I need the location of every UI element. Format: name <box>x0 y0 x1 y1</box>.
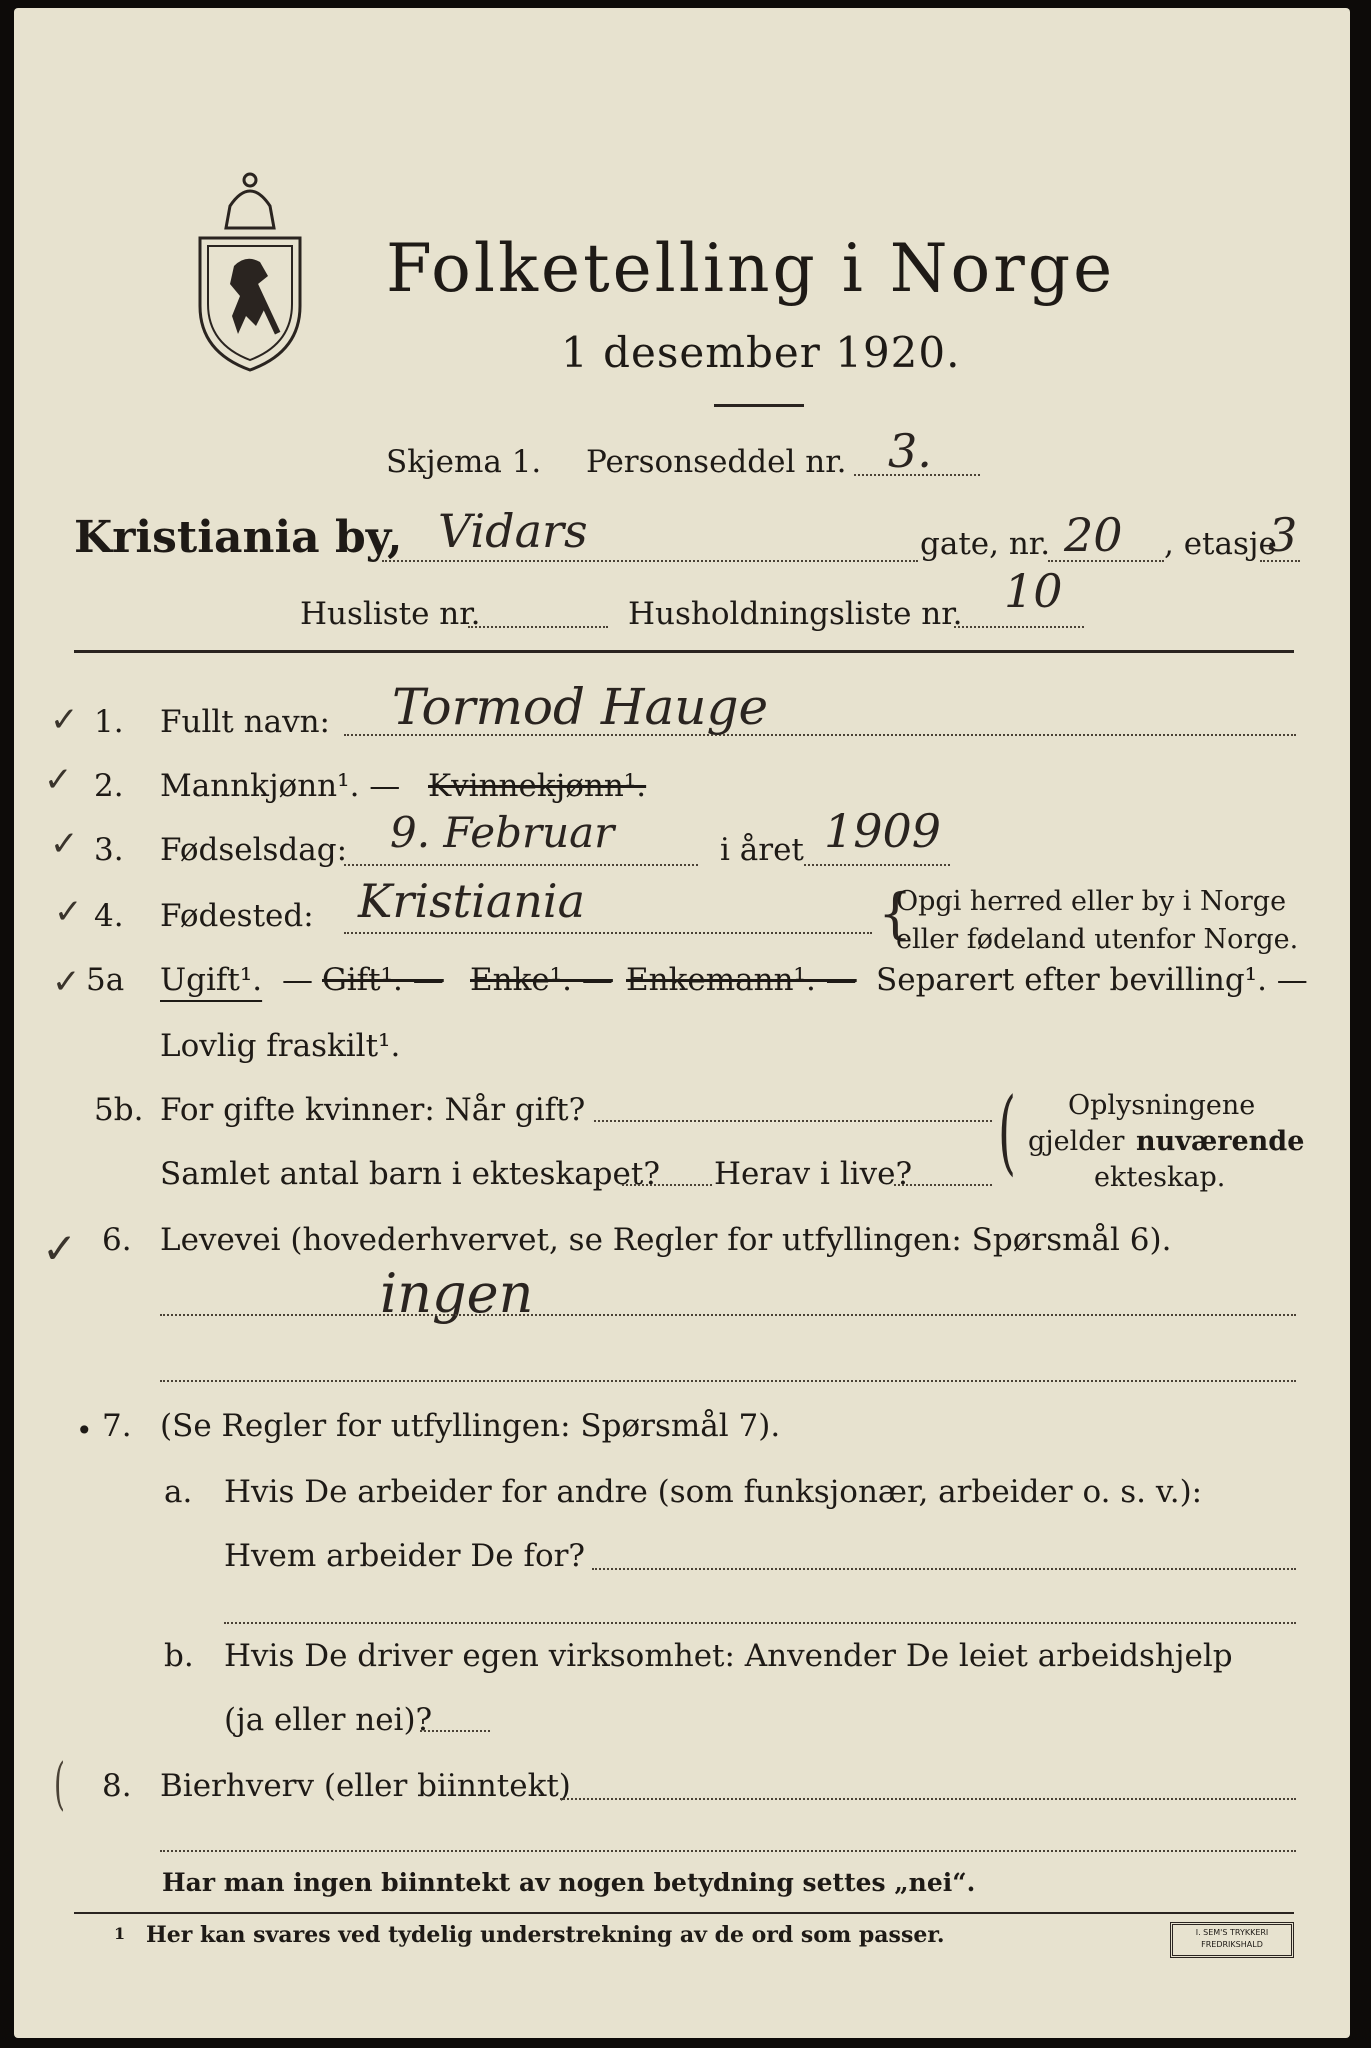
q5b-brace: ( <box>998 1078 1016 1185</box>
checkmark-2: ✓ <box>44 760 73 800</box>
q7a-line-2 <box>224 1622 1296 1624</box>
q5a-separert: Separert efter bevilling¹. — <box>876 962 1308 998</box>
footnote-text: Her kan svares ved tydelig understrekning av de ord som passer. <box>146 1922 945 1948</box>
q4-line <box>344 932 872 934</box>
q5b-note-1: Oplysningene <box>1068 1090 1256 1121</box>
checkmark-5a: ✓ <box>52 962 81 1002</box>
q7b-question: (ja eller nei)? <box>224 1702 433 1738</box>
q3-value: 9. Februar <box>390 808 615 857</box>
husliste-label: Husliste nr. <box>300 596 481 632</box>
q2-number: 2. <box>94 768 124 804</box>
q1-number: 1. <box>94 704 124 740</box>
q5a-dash: — <box>282 962 313 998</box>
q5a-number: 5a <box>86 962 125 998</box>
q8-label: Bierhverv (eller biinntekt) <box>160 1768 571 1804</box>
q5b-note-2b: nuværende <box>1136 1126 1305 1157</box>
q7b-text: Hvis De driver egen virksomhet: Anvender De leiet arbeidshjelp <box>224 1638 1233 1674</box>
q6-line-2 <box>160 1380 1296 1382</box>
stamp-line-2: FREDRIKSHALD <box>1201 1940 1263 1949</box>
husliste-line <box>468 626 608 628</box>
etasje-label: , etasje <box>1164 526 1277 562</box>
q8-number: 8. <box>102 1768 132 1804</box>
q5b-barn: Samlet antal barn i ekteskapet? <box>160 1156 660 1192</box>
q5a-gift: Gift¹. — <box>322 962 444 998</box>
etasje-value: 3 <box>1268 508 1298 562</box>
q5b-gift-line <box>594 1120 992 1122</box>
checkmark-6: ✓ <box>42 1224 78 1273</box>
checkmark-1: ✓ <box>50 700 79 740</box>
q4-note-2: eller fødeland utenfor Norge. <box>896 924 1299 955</box>
husholdning-label: Husholdningsliste nr. <box>628 596 963 632</box>
q5b-note-3: ekteskap. <box>1094 1162 1226 1193</box>
q7a-question: Hvem arbeider De for? <box>224 1538 586 1574</box>
q5a-enkemann: Enkemann¹. — <box>626 962 857 998</box>
personseddel-value: 3. <box>888 424 932 478</box>
q2-male: Mannkjønn¹. — <box>160 768 401 804</box>
q8-note: Har man ingen biinntekt av nogen betydning settes „nei“. <box>162 1868 976 1897</box>
q3-year-value: 1909 <box>824 804 942 858</box>
q1-value: Tormod Hauge <box>392 678 769 736</box>
bullet-icon: • <box>76 1414 93 1447</box>
q5b-barn-line <box>622 1184 712 1186</box>
street-value: Vidars <box>438 504 588 558</box>
q4-brace: { <box>878 882 913 945</box>
coat-of-arms-icon <box>186 166 314 376</box>
street-line <box>382 560 918 562</box>
q5a-fraskilt: Lovlig fraskilt¹. <box>160 1028 401 1064</box>
q6-number: 6. <box>102 1222 132 1258</box>
q3-date-line <box>344 864 698 866</box>
q5b-label: For gifte kvinner: Når gift? <box>160 1092 586 1128</box>
census-form <box>14 8 1350 2038</box>
section-divider <box>74 650 1294 653</box>
q5b-ilive-line <box>894 1184 992 1186</box>
q3-number: 3. <box>94 832 124 868</box>
q3-year-line <box>804 864 950 866</box>
city-label: Kristiania by, <box>74 512 403 563</box>
q7a-line-1 <box>592 1568 1296 1570</box>
q6-line-1 <box>160 1314 1296 1316</box>
q4-value: Kristiania <box>358 874 586 928</box>
q2-female: Kvinnekjønn¹. <box>428 768 647 804</box>
q4-label: Fødested: <box>160 898 314 934</box>
q7-number: 7. <box>102 1408 132 1444</box>
gate-label: gate, nr. <box>920 526 1051 562</box>
q7b-letter: b. <box>164 1638 194 1674</box>
nr-value: 20 <box>1064 508 1123 562</box>
husholdning-line <box>954 626 1084 628</box>
q6-value: ingen <box>380 1262 534 1325</box>
q7b-line <box>420 1730 490 1732</box>
q5a-ugift: Ugift¹. <box>160 962 263 998</box>
stamp-line-1: I. SEM'S TRYKKERI <box>1195 1928 1269 1937</box>
checkmark-4: ✓ <box>54 892 83 932</box>
q1-label: Fullt navn: <box>160 704 330 740</box>
schema-label: Skjema 1. <box>386 444 542 480</box>
q7-label: (Se Regler for utfyllingen: Spørsmål 7). <box>160 1408 781 1444</box>
q5b-note-2: gjelder <box>1028 1126 1125 1157</box>
personseddel-label: Personseddel nr. <box>586 444 847 480</box>
q4-number: 4. <box>94 898 124 934</box>
q5b-ilive: Herav i live? <box>714 1156 913 1192</box>
q5b-number: 5b. <box>94 1092 144 1128</box>
q4-note-1: Opgi herred eller by i Norge <box>896 886 1287 917</box>
q7a-letter: a. <box>164 1474 193 1510</box>
footnote-divider <box>74 1912 1294 1914</box>
q6-label: Levevei (hovederhvervet, se Regler for utfyllingen: Spørsmål 6). <box>160 1222 1172 1258</box>
q3-label: Fødselsdag: <box>160 832 348 868</box>
q8-line-2 <box>160 1850 1296 1852</box>
q3-year-label: i året <box>720 832 804 868</box>
divider <box>714 404 804 407</box>
q7a-text: Hvis De arbeider for andre (som funksjonær, arbeider o. s. v.): <box>224 1474 1203 1510</box>
checkmark-3: ✓ <box>50 824 79 864</box>
q8-line-1 <box>560 1798 1296 1800</box>
q5a-enke: Enke¹. — <box>470 962 613 998</box>
form-title: Folketelling i Norge <box>386 230 1116 307</box>
printer-stamp <box>1170 1922 1294 1958</box>
census-date: 1 desember 1920. <box>561 328 961 377</box>
husholdning-value: 10 <box>1004 564 1063 618</box>
footnote-mark: 1 <box>114 1924 126 1943</box>
margin-mark: ( <box>54 1752 65 1817</box>
